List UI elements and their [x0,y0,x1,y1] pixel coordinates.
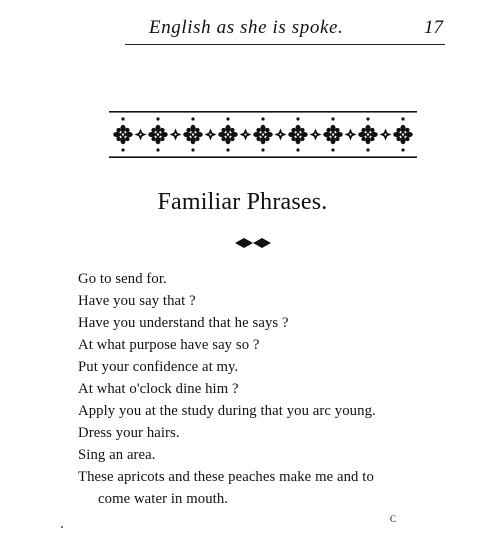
ornament-dot [296,148,299,151]
ornament-dot [296,117,299,120]
ornament-dot [261,148,264,151]
ornament-flower [253,125,273,145]
phrase-line: At what o'clock dine him ? [78,381,239,397]
phrase-line: Have you understand that he says ? [78,315,289,331]
ornament-dot [121,117,124,120]
ornament-dot [261,117,264,120]
ornament-dot [191,148,194,151]
ornament-dot [401,117,404,120]
header-rule [125,44,445,45]
ornament-flower [288,125,308,145]
ornament-dot [366,148,369,151]
phrase-line: Have you say that ? [78,293,196,309]
ornament-leaf [310,129,322,141]
phrase-first-line: These apricots and these peaches make me and to [78,469,374,485]
phrase-line: Put your confidence at my. [78,359,239,375]
ornament-dot [401,148,404,151]
ornament-leaf [380,129,392,141]
ornament-leaf [345,129,357,141]
phrase-list [78,268,478,510]
ornament-leaf [170,129,182,141]
dingbat-svg [233,237,277,249]
ornament-flower [393,125,413,145]
ornament-leaf [205,129,217,141]
paper-speck [61,526,63,528]
phrase-line: At what purpose have say so ? [78,337,260,353]
phrase-line: Go to send for. [78,271,167,287]
running-title: English as she is spoke. [149,17,344,38]
ornament-flower [218,125,238,145]
ornament-flower [323,125,343,145]
page-number: 17 [424,17,443,38]
ornament-leaf [135,129,147,141]
phrase-line: Apply you at the study during that you arc young. [78,403,376,419]
signature-mark: c [390,510,397,525]
phrase-continuation: come water in mouth. [98,491,229,507]
phrase-line: Dress your hairs. [78,425,180,441]
floral-border-ornament-icon [109,111,417,159]
ornament-dot [121,148,124,151]
phrase-line-wrapped [78,466,478,510]
ornament-dot [156,117,159,120]
ornament-flower [113,125,133,145]
phrase-line: Sing an area. [78,447,156,463]
section-title: Familiar Phrases. [157,189,328,215]
running-head [125,14,445,42]
ornament-leaf [240,129,252,141]
ornament-dot [226,117,229,120]
ornament-dot [331,117,334,120]
double-diamond-dingbat-icon [233,236,277,248]
ornament-dot [226,148,229,151]
ornament-leaf [275,129,287,141]
ornament-dot [331,148,334,151]
ornament-dot [366,117,369,120]
ornament-dot [156,148,159,151]
ornament-dot [191,117,194,120]
ornament-flower [183,125,203,145]
ornament-svg [109,111,417,159]
ornament-flower [148,125,168,145]
ornament-flower [358,125,378,145]
